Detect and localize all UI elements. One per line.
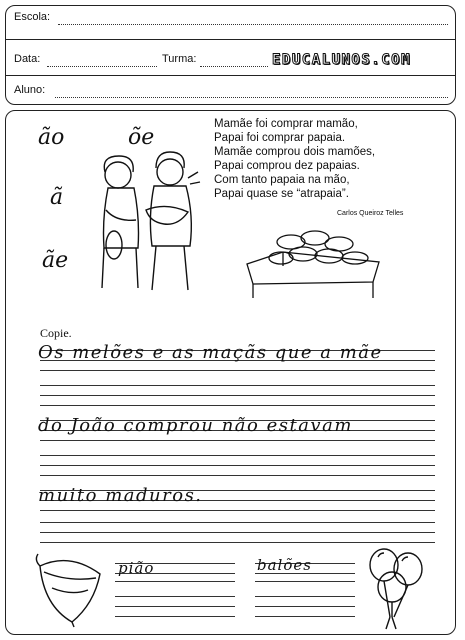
writing-line bbox=[40, 475, 435, 476]
date-field[interactable] bbox=[47, 66, 157, 67]
word-line bbox=[115, 616, 235, 617]
class-label: Turma: bbox=[162, 53, 197, 65]
word-line bbox=[255, 616, 355, 617]
writing-line bbox=[40, 395, 435, 396]
class-field[interactable] bbox=[200, 66, 268, 67]
spinning-top-icon bbox=[30, 548, 110, 628]
brand-logo: EDUCALUNOS.COM bbox=[272, 52, 412, 68]
header-divider-1 bbox=[5, 39, 456, 40]
word-line bbox=[115, 606, 235, 607]
date-label: Data: bbox=[14, 53, 41, 65]
handwriting-line-3: muito maduros. bbox=[38, 485, 203, 506]
poem-line: Papai comprou dez papaias. bbox=[214, 160, 360, 172]
writing-line bbox=[40, 455, 435, 456]
writing-line bbox=[40, 542, 435, 543]
writing-line bbox=[40, 532, 435, 533]
header-divider-2 bbox=[5, 75, 456, 76]
syllable-ae: ãe bbox=[42, 248, 69, 273]
poem-line: Mamãe foi comprar mamão, bbox=[214, 118, 358, 130]
writing-line bbox=[40, 510, 435, 511]
word-line bbox=[255, 596, 355, 597]
writing-line bbox=[40, 440, 435, 441]
word-line bbox=[115, 596, 235, 597]
student-label: Aluno: bbox=[14, 84, 46, 96]
poem-line: Com tanto papaia na mão, bbox=[214, 174, 350, 186]
balloons-icon bbox=[362, 545, 432, 633]
poem-line: Papai quase se “atrapaia”. bbox=[214, 188, 349, 200]
handwriting-line-2: do João comprou não estavam bbox=[38, 415, 353, 436]
word-line bbox=[255, 581, 355, 582]
word-line bbox=[115, 581, 235, 582]
writing-line bbox=[40, 522, 435, 523]
papaya-crate-illustration bbox=[243, 222, 383, 300]
student-field[interactable] bbox=[55, 97, 448, 98]
couple-illustration bbox=[88, 150, 208, 300]
writing-line bbox=[40, 465, 435, 466]
poem-author: Carlos Queiroz Telles bbox=[337, 210, 404, 217]
word-piao: pião bbox=[118, 559, 155, 577]
syllable-a: ã bbox=[50, 185, 64, 210]
syllable-ao: ão bbox=[38, 125, 65, 150]
writing-line bbox=[40, 385, 435, 386]
writing-line bbox=[40, 405, 435, 406]
poem-line: Mamãe comprou dois mamões, bbox=[214, 146, 376, 158]
handwriting-line-1: Os melões e as maçãs que a mãe bbox=[38, 342, 383, 363]
instruction-copy: Copie. bbox=[40, 326, 72, 340]
poem-line: Papai foi comprar papaia. bbox=[214, 132, 346, 144]
word-line bbox=[255, 606, 355, 607]
syllable-oe: õe bbox=[128, 125, 155, 150]
school-field[interactable] bbox=[58, 24, 448, 25]
poem bbox=[214, 117, 375, 201]
word-baloes: balões bbox=[257, 556, 312, 574]
school-label: Escola: bbox=[14, 11, 51, 23]
writing-line bbox=[40, 370, 435, 371]
